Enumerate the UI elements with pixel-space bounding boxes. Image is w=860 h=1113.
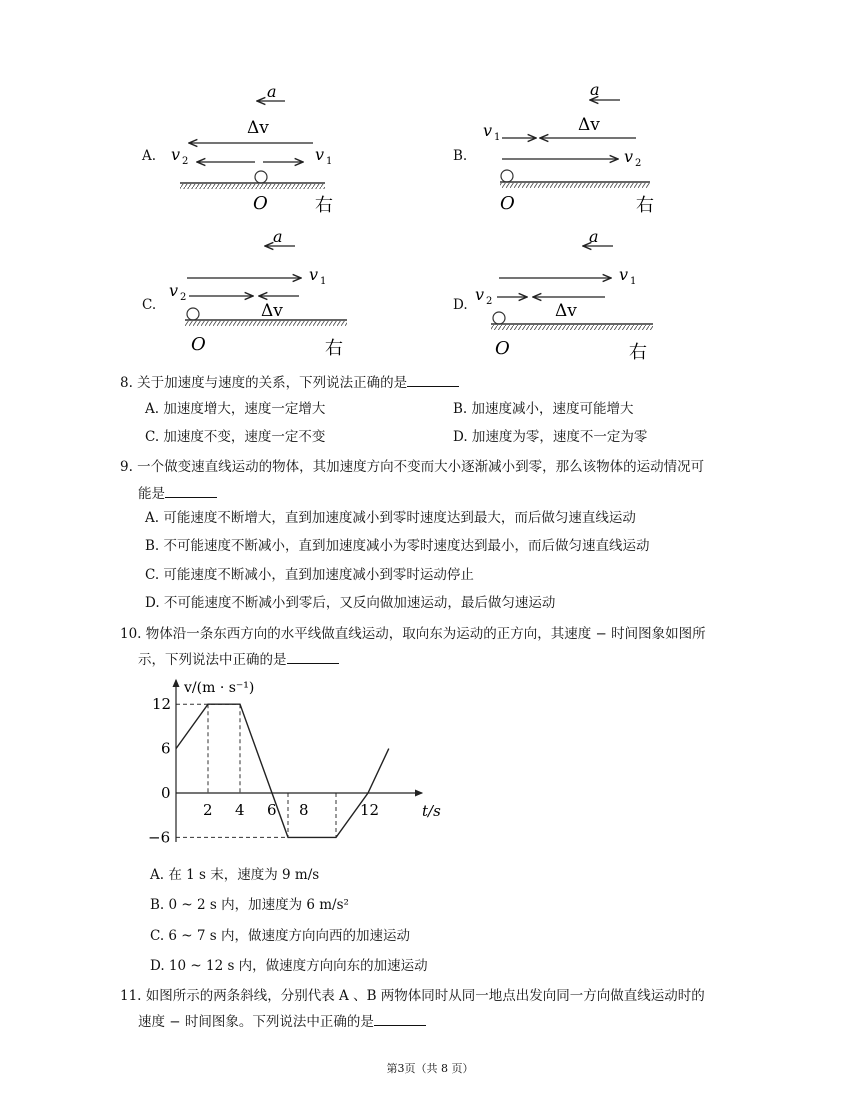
y-tick-label: −6 [148,828,171,847]
q10-option-a[interactable]: A. 在 1 s 末，速度为 9 m/s [150,867,320,883]
q10-option-b[interactable]: B. 0 ~ 2 s 内，加速度为 6 m/s² [150,897,349,913]
svg-text:O: O [253,193,268,214]
y-axis-label: v/(m · s⁻¹) [184,680,255,696]
svg-text:O: O [495,338,510,359]
diagram-d [473,230,663,365]
svg-text:v: v [475,285,485,304]
svg-text:2: 2 [180,292,187,303]
svg-text:O: O [500,193,515,214]
diagram-a [165,85,340,220]
q8-option-d[interactable]: D. 加速度为零，速度不一定为零 [453,429,648,445]
svg-text:2: 2 [635,158,642,169]
svg-text:1: 1 [630,276,637,287]
svg-text:a: a [267,85,277,101]
diagram-c [165,230,355,365]
q10-option-d[interactable]: D. 10 ~ 12 s 内，做速度方向向东的加速运动 [150,958,428,974]
y-tick-label: 0 [161,784,171,802]
svg-text:2: 2 [486,296,493,307]
q11-answer-blank[interactable] [374,1013,426,1026]
q8-option-c[interactable]: C. 加速度不变，速度一定不变 [145,429,326,445]
velocity-time-chart [140,672,460,852]
q10-stem-line2: 示，下列说法中正确的是 [138,650,339,670]
svg-text:v: v [619,265,629,284]
svg-text:Δv: Δv [578,115,600,135]
svg-text:右: 右 [636,195,654,216]
svg-text:Δv: Δv [555,301,577,321]
svg-text:a: a [273,230,283,246]
svg-text:1: 1 [320,276,327,287]
q8-answer-blank[interactable] [407,374,459,387]
svg-text:a: a [589,230,599,246]
svg-text:右: 右 [629,342,647,363]
q8-option-b[interactable]: B. 加速度减小，速度可能增大 [453,401,634,417]
svg-text:O: O [191,334,206,355]
q9-stem-line1: 9. 一个做变速直线运动的物体，其加速度方向不变而大小逐渐减小到零，那么该物体的运动情况可 [120,459,705,475]
x-tick-label: 2 [203,801,213,819]
svg-text:1: 1 [494,132,501,143]
x-tick-label: 4 [235,801,245,819]
y-tick-label: 6 [161,739,171,758]
svg-text:v: v [309,265,319,284]
q10-stem-line1: 10. 物体沿一条东西方向的水平线做直线运动，取向东为运动的正方向，其速度 − 时间图象如图所 [120,626,706,642]
q9-option-d[interactable]: D. 不可能速度不断减小到零后，又反向做加速运动，最后做匀速运动 [145,595,556,611]
q10-option-c[interactable]: C. 6 ~ 7 s 内，做速度方向向西的加速运动 [150,928,411,944]
diagram-b [478,80,663,220]
svg-text:v: v [483,121,493,140]
q9-option-a[interactable]: A. 可能速度不断增大，直到加速度减小到零时速度达到最大，而后做匀速直线运动 [145,510,636,526]
svg-text:Δv: Δv [261,301,283,321]
x-tick-label: 6 [267,801,277,819]
x-tick-label: 12 [360,801,380,819]
option-d-label: D. [453,297,468,313]
svg-text:v: v [624,147,634,166]
page-footer: 第3页（共 8 页） [386,1062,474,1075]
q9-stem-line2: 能是 [138,484,217,504]
svg-text:右: 右 [315,195,333,216]
svg-text:v: v [171,145,181,164]
q10-answer-blank[interactable] [287,651,339,664]
q9-answer-blank[interactable] [165,485,217,498]
svg-text:Δv: Δv [247,118,269,138]
option-a-label: A. [142,148,157,164]
svg-text:v: v [169,281,179,300]
q8-option-a[interactable]: A. 加速度增大，速度一定增大 [145,401,326,417]
svg-text:1: 1 [326,156,333,167]
q8-stem: 8. 关于加速度与速度的关系，下列说法正确的是 [120,373,459,393]
svg-text:右: 右 [325,338,343,359]
x-axis-label: t/s [422,802,441,820]
svg-text:2: 2 [182,156,189,167]
option-c-label: C. [142,297,157,313]
q9-option-b[interactable]: B. 不可能速度不断减小，直到加速度减小为零时速度达到最小，而后做匀速直线运动 [145,538,650,554]
option-b-label: B. [453,148,468,164]
svg-text:a: a [590,80,600,99]
q11-stem-line1: 11. 如图所示的两条斜线，分别代表 A 、B 两物体同时从同一地点出发向同一方向做直线运动时的 [120,988,705,1004]
svg-text:v: v [315,145,325,164]
q9-option-c[interactable]: C. 可能速度不断减小，直到加速度减小到零时运动停止 [145,567,474,583]
x-tick-label: 8 [299,801,309,819]
q11-stem-line2: 速度 − 时间图象。下列说法中正确的是 [138,1012,426,1032]
y-tick-label: 12 [152,695,172,714]
